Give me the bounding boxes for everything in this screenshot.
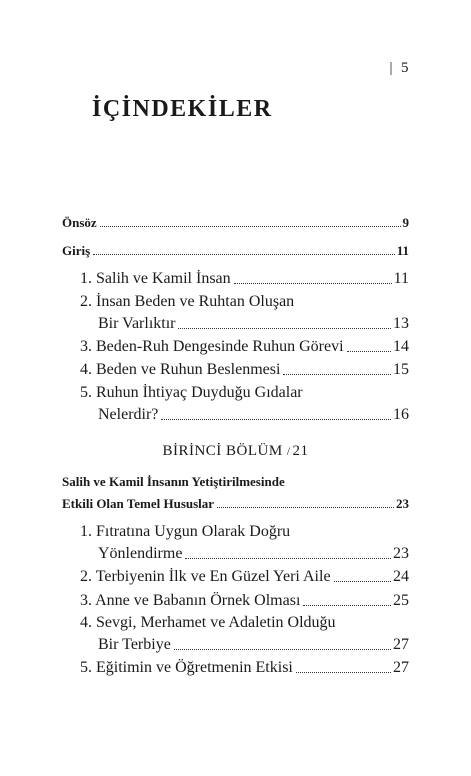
section-entry-heading[interactable] [62,496,409,512]
toc-entry-page: 15 [393,361,409,378]
dot-leader [283,374,391,375]
page-number-bar: | [389,60,393,76]
toc-entry-page: 14 [393,338,409,355]
toc-entry-label: Giriş [62,243,91,258]
section-entry-5[interactable] [62,659,409,677]
toc-entry-5-first-line: 5. Ruhun İhtiyaç Duyduğu Gıdalar [80,384,303,401]
toc-entry-label: 1. Salih ve Kamil İnsan [80,270,231,287]
toc-entry-page: 16 [393,406,409,423]
dot-leader [178,328,391,329]
page-number [389,60,409,77]
dot-leader [234,283,392,284]
toc-entry-label: Bir Terbiye [98,636,171,653]
toc-entry-page: 27 [393,636,409,653]
section-page: 21 [292,443,309,459]
toc-entry-5[interactable] [62,406,409,424]
section-name: BİRİNCİ BÖLÜM [162,443,283,459]
section-heading[interactable] [62,443,409,460]
toc-entry-label: 2. Terbiyenin İlk ve En Güzel Yeri Aile [80,568,331,585]
toc-entry-label: Bir Varlıktır [98,315,176,332]
dot-leader [93,254,395,255]
toc-entry-label: Nelerdir? [98,406,159,423]
page-title: İÇİNDEKİLER [92,96,273,122]
section-entry-2[interactable] [62,568,409,586]
dot-leader [347,351,391,352]
toc-entry-label: 5. Eğitimin ve Öğretmenin Etkisi [80,659,293,676]
section-entry-1-first-line: 1. Fıtratına Uygun Olarak Doğru [80,523,291,540]
dot-leader [217,507,394,508]
dot-leader [100,226,401,227]
section-separator: / [286,444,291,458]
toc-entry-page: 11 [396,243,409,258]
toc-entry-page: 24 [393,568,409,585]
toc-entry-page: 23 [396,496,409,511]
toc-entry-2-first-line: 2. İnsan Beden ve Ruhtan Oluşan [80,293,295,310]
dot-leader [303,605,391,606]
toc-entry-page: 11 [393,270,409,287]
section-entry-heading-first-line: Salih ve Kamil İnsanın Yetiştirilmesinde [62,474,285,489]
section-entry-1[interactable] [62,545,409,563]
toc-entry-label: Yönlendirme [98,545,183,562]
toc-entry-page: 27 [393,659,409,676]
section-entry-4-first-line: 4. Sevgi, Merhamet ve Adaletin Olduğu [80,614,336,631]
toc-entry-4[interactable] [62,361,409,379]
toc-entry-label: Önsöz [62,215,97,230]
toc-entry-label: 3. Anne ve Babanın Örnek Olması [80,592,301,609]
toc-entry-giris[interactable] [62,243,409,259]
toc-entry-page: 13 [393,315,409,332]
toc-entry-page: 9 [402,215,409,230]
toc-entry-page: 25 [393,592,409,609]
dot-leader [161,419,391,420]
toc-entry-label: 3. Beden-Ruh Dengesinde Ruhun Görevi [80,338,344,355]
page-number-value: 5 [401,60,409,76]
toc-entry-3[interactable] [62,338,409,356]
dot-leader [296,672,391,673]
toc-entry-2[interactable] [62,315,409,333]
section-entry-4[interactable] [62,636,409,654]
toc-entry-onsoz[interactable] [62,215,409,231]
toc-entry-1[interactable] [62,270,409,288]
toc-entry-label: Etkili Olan Temel Hususlar [62,496,215,511]
dot-leader [185,558,391,559]
toc-entry-page: 23 [393,545,409,562]
section-entry-3[interactable] [62,592,409,610]
toc-entry-label: 4. Beden ve Ruhun Beslenmesi [80,361,281,378]
dot-leader [174,649,391,650]
dot-leader [334,581,391,582]
